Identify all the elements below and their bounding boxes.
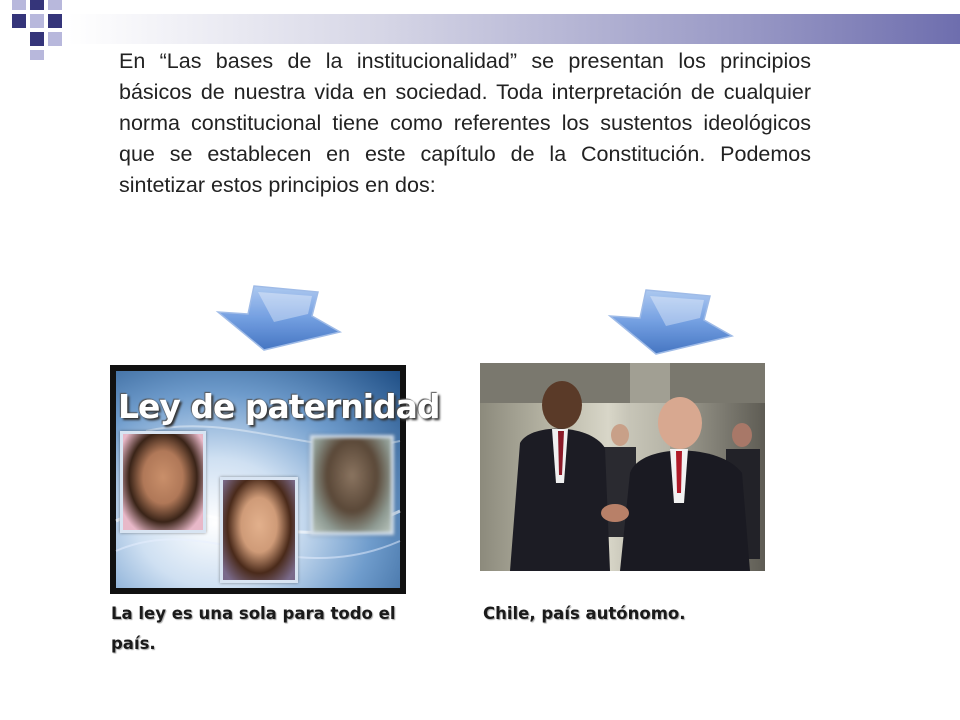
arrow-down-right-icon [606, 286, 736, 358]
child-portrait [220, 477, 298, 583]
blurred-portrait [310, 435, 394, 535]
photo-scene [480, 363, 765, 571]
paternity-law-image [110, 365, 440, 594]
header-gradient-bar [68, 14, 960, 44]
arrow-down-left-icon [214, 282, 344, 354]
woman-portrait [120, 431, 206, 533]
leaders-handshake-photo [480, 363, 765, 571]
left-caption: La ley es una sola para todo el país. [111, 604, 396, 653]
right-caption: Chile, país autónomo. [483, 604, 686, 623]
intro-paragraph: En “Las bases de la institucionalidad” se presentan los principios básicos de nuestra vida en sociedad. Toda interpretación de cualquier norma constitucional tiene como referentes los sustentos ideológicos que se establecen en este capítulo de la Constitución. Podemos sintetizar estos principios en dos: [119, 49, 811, 197]
image-title: Ley de paternidad [118, 387, 440, 426]
